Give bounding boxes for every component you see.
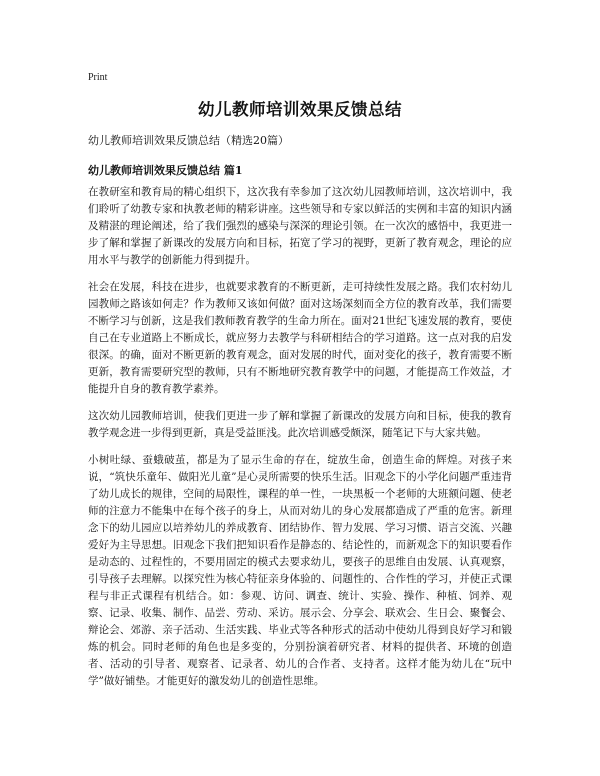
document-title: 幼儿教师培训效果反馈总结 [198,100,402,119]
paragraph-2: 社会在发展，科技在进步，也就要求教育的不断更新，走可持续性发展之路。我们农村幼儿园教师之路该如何走？作为教师又该如何做？面对这场深刻而全方位的教育改革，我们需要不断学习与创新，这是我们教师教育教学的生命力所在。面对21世纪飞速发展的教育，要使自己在专业道路上不断成长，就应努力去教学与科研相结合的学习道路。这一点对我的启发很深。的确，面对不断更新的教育观念，面对发展的时代，面对变化的孩子，教育需要不断更新，教育需要研究型的教师，只有不断地研究教育教学中的问题，才能提高工作效益，才能提升自身的教育教学素养。 [88,281,512,395]
document-subtitle: 幼儿教师培训效果反馈总结（精选20篇） [88,134,289,147]
paragraph-3: 这次幼儿园教师培训，使我们更进一步了解和掌握了新课改的发展方向和目标，使我的教育教学观念进一步得到更新，真是受益匪浅。此次培训感受颇深，随笔记下与大家共勉。 [88,410,512,439]
article-body [88,184,512,700]
print-link[interactable]: Print [88,72,108,83]
paragraph-4: 小树吐绿、蚕蛾破茧，都是为了显示生命的存在，绽放生命，创造生命的辉煌。对孩子来说，“筑快乐童年、做阳光儿童”是心灵所需要的快乐生活。旧观念下的小学化问题严重违背了幼儿成长的规律，空间的局限性，课程的单一性，一块黑板一个老师的大班额问题、使老师的注意力不能集中在每个孩子的身上，从而对幼儿的身心发展都造成了严重的危害。新理念下的幼儿园应以培养幼儿的养成教育、团结协作、智力发展、学习习惯、语言交流、兴趣爱好为主导思想。旧观念下我们把知识看作是静态的、结论性的，而新观念下的知识要看作是动态的、过程性的，不要用固定的模式去要求幼儿，要孩子的思维自由发展、认真观察，引导孩子去理解。以探究性为核心特征亲身体验的、问题性的、合作性的学习，并使正式课程与非正式课程有机结合。如：参观、访问、调查、统计、实验、操作、种植、饲养、观察、记录、收集、制作、品尝、劳动、采访。展示会、分享会、联欢会、生日会、聚餐会、辩论会、郊游、亲子活动、生活实践、毕业式等各种形式的活动中使幼儿得到良好学习和锻炼的机会。同时老师的角色也是多变的，分别扮演着研究者、材料的提供者、环境的创造者、活动的引导者、观察者、记录者、幼儿的合作者、支持者。这样才能为幼儿在“玩中学”做好铺垫。才能更好的激发幼儿的创造性思维。 [88,454,512,687]
paragraph-1: 在教研室和教育局的精心组织下，这次我有幸参加了这次幼儿园教师培训，这次培训中，我们聆听了幼教专家和执教老师的精彩讲座。这些领导和专家以鲜活的实例和丰富的知识内涵及精湛的理论阐述，给了我们强烈的感染与深深的理论引领。在一次次的感悟中，我更进一步了解和掌握了新课改的发展方向和目标，拓宽了学习的视野，更新了教育观念，理论的应用水平与教学的创新能力得到提升。 [88,186,512,266]
section-heading: 幼儿教师培训效果反馈总结 篇1 [88,164,243,177]
